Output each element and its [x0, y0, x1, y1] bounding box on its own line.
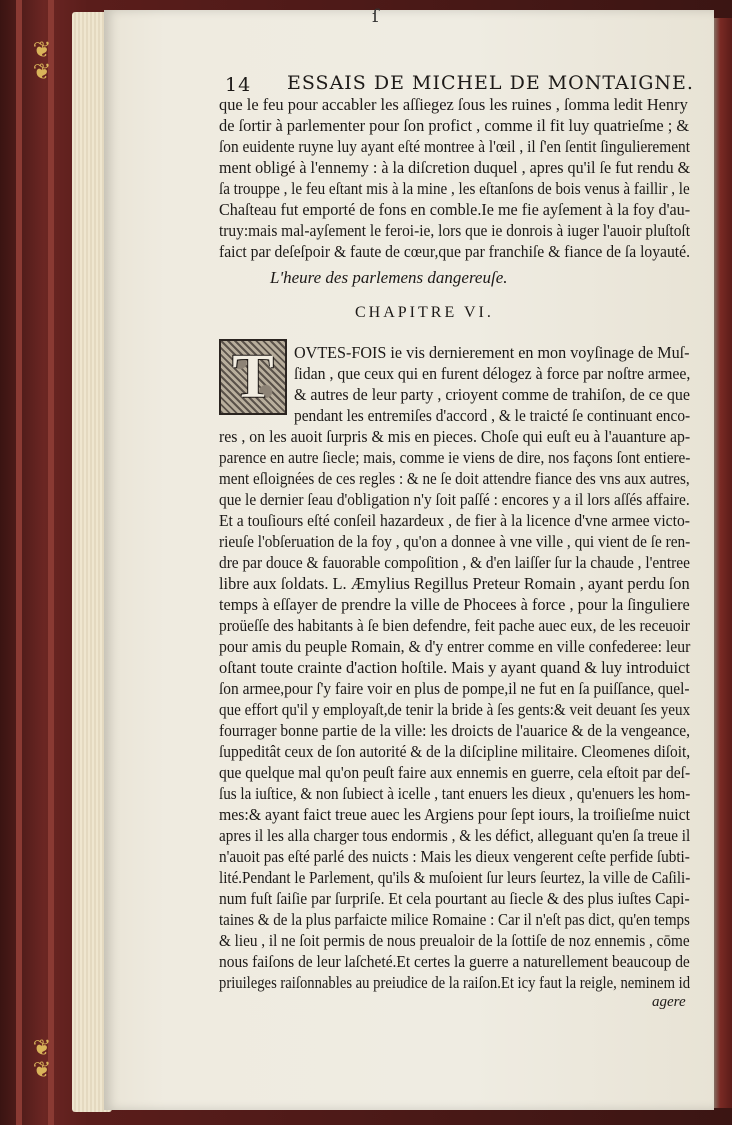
cover-band-inner	[48, 0, 54, 1125]
catchword: agere	[652, 994, 686, 1010]
text-line: & lieu , il ne ſoit permis de nous preualoir de la ſottiſe de noz ennemis , cōme	[219, 931, 690, 950]
gilt-ornament-top: ❦ ❦	[32, 38, 52, 85]
text-line: num fuſt ſaiſie par ſurpriſe. Et cela pourtant au ſiecle & des plus iuſtes Capi-	[219, 889, 690, 908]
text-line: ſus la iuſtice, & non ſubiect à icelle , tant enuers les dieux , qu'enuers les hom-	[219, 784, 691, 803]
text-line: taines & de la plus parfaicte milice Romaine : Car il n'eſt pas dict, qu'en temps	[219, 910, 690, 929]
text-line: ſidan , que ceux qui en furent délogez à force par noſtre armee,	[294, 364, 691, 383]
text-line: que le dernier ſeau d'obligation n'y ſoit paſſé : encores y a il lors aſſés affaire.	[219, 490, 690, 509]
text-line: que le feu pour accabler les aſſiegez ſous les ruines , ſomma ledit Henry	[219, 95, 688, 114]
text-line: ſon euidente ruyne luy ayant eſté montree à l'œil , il ſ'en ſentit ſingulierement	[219, 137, 691, 156]
text-line: nous faiſons de leur laſcheté.Et certes la guerre a naturellement beaucoup de	[219, 952, 690, 971]
text-line: OVTES-FOIS ie vis dernierement en mon voyſinage de Muſ-	[294, 343, 690, 362]
text-line: ſuppeditât ceux de ſon autorité & de la diſcipline militaire. Cleomenes diſoit,	[219, 742, 691, 761]
text-line: oſtant toute crainte d'action hoſtile. Mais y ayant quand & luy introduict	[219, 658, 690, 677]
text-line: parence en autre ſiecle; mais, comme ie viens de dire, nos façons ſont entiere-	[219, 448, 691, 467]
text-line: n'auoit pas eſté parlé des nuicts : Mais les dieux vengerent ceſte perfide ſubti-	[219, 847, 690, 866]
text-line: mes:& ayant faict treue auec les Argiens pour ſept iours, la troiſieſme nuict	[219, 805, 691, 824]
text-line: pour amis du peuple Romain, & d'y entrer comme en ville confederee: leur	[219, 637, 691, 656]
chapter-title: CHAPITRE VI.	[355, 304, 494, 321]
text-line: ment obligé à l'ennemy : à la diſcretion duquel , apres qu'il ſe fut rendu &	[219, 158, 691, 177]
cover-right-edge	[712, 18, 732, 1108]
text-line: ſon armee,pour ſ'y faire voir en plus de pompe,il ne fut en ſa puiſſance, quel-	[219, 679, 690, 698]
text-line: que quelque mal qu'on peuſt faire aux ennemis en guerre, cela eſtoit par deſ-	[219, 763, 691, 782]
drop-cap	[219, 339, 287, 415]
text-line: apres il les alla charger tous endormis , & les défict, alleguant qu'en ſa treue il	[219, 826, 691, 845]
drop-cap-letter: T	[232, 343, 274, 411]
text-line: que effort qu'il y employaſt,de tenir la bride à ſes gents:& veit deuant ſes yeux	[219, 700, 691, 719]
text-line: fourrager bonne partie de la ville: les droicts de l'auarice & de la vengeance,	[219, 721, 691, 740]
text-line: ſa trouppe , le feu eſtant mis à la mine , les eſtanſons de bois venus à faillir , le	[219, 179, 690, 198]
page-number: 14	[225, 74, 252, 96]
text-line: & autres de leur party , crioyent comme de trahiſon, de ce que	[294, 385, 690, 404]
text-line: ment eſloignées de ces regles : & ne ſe doit attendre fiance des vns aux autres,	[219, 469, 690, 488]
gilt-ornament-bottom: ❦ ❦	[32, 1036, 52, 1083]
running-title: ESSAIS DE MICHEL DE MONTAIGNE.	[287, 72, 694, 94]
section-title: L'heure des parlemens dangereuſe.	[270, 268, 508, 287]
cover-band-left	[16, 0, 22, 1125]
text-line: Et a touſiours eſté conſeil hazardeux , de fier à la licence d'vne armee victo-	[219, 511, 690, 530]
text-line: pendant les entremiſes d'accord , & le traicté ſe continuant enco-	[294, 406, 691, 425]
text-line: priuileges raiſonnables au preiudice de la raiſon.Et icy faut la reigle, neminem id	[219, 973, 691, 992]
text-line: libre aux ſoldats. L. Æmylius Regillus Preteur Romain , ayant perdu ſon	[219, 574, 690, 593]
text-line: proüeſſe des habitants à ſe bien defendre, feit pache auec eux, de les receuoir	[219, 616, 690, 635]
text-line: truy:mais mal-ayſement le feroi-ie, lors que ie donrois à iuger l'auoir pluſtoſt	[219, 221, 690, 240]
text-line: lité.Pendant le Parlement, qu'ils & muſoient ſur leurs ſeurtez, la ville de Caſili-	[219, 868, 691, 887]
text-line: rieuſe l'obſeruation de la foy , qu'on a donnee à vne ville , qui vient de ſe ren-	[219, 532, 691, 551]
text-line: res , on les auoit ſurpris & mis en pieces. Choſe qui euſt eu à l'auanture ap-	[219, 427, 691, 446]
text-line: dre par douce & fauorable compoſition , & d'en laiſſer ſur la chaude , l'entree	[219, 553, 690, 572]
text-line: temps à eſſayer de prendre la ville de Phocees à force , pour la ſinguliere	[219, 595, 690, 614]
text-line: de ſortir à parlementer pour ſon profict , comme il fit luy quatrieſme ; &	[219, 116, 690, 135]
text-line: Chaſteau fut emporté de fons en comble.Ie me fie ayſement à la foy d'au-	[219, 200, 691, 219]
text-line: faict par deſeſpoir & faute de cœur,que par franchiſe & fiance de ſa loyauté.	[219, 242, 690, 261]
ink-mark: ſ	[372, 6, 379, 27]
